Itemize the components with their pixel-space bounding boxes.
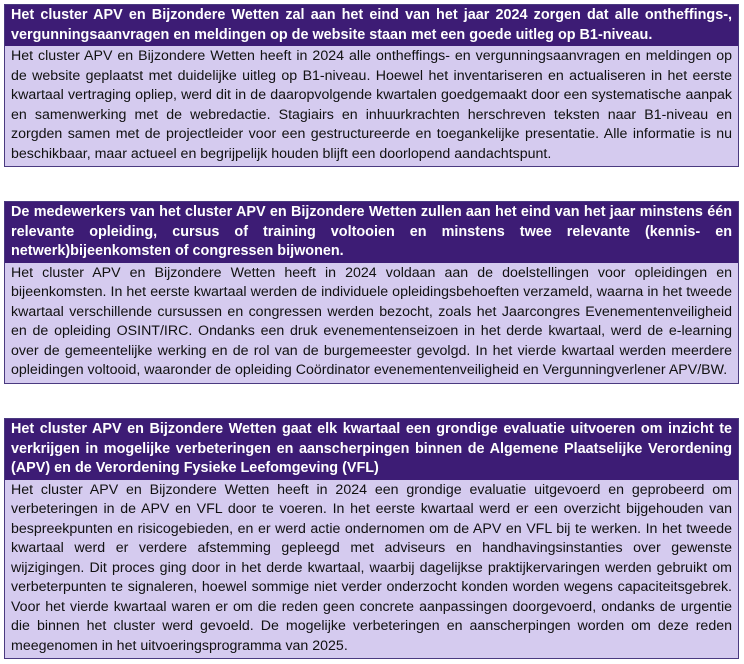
goal-result-text: Het cluster APV en Bijzondere Wetten heeft in 2024 een grondige evaluatie uitgevoerd en geprobeerd om verbeteringen in de APV en VFL door te voeren. In het eerste kwartaal werd er een overzicht bijgehouden van bespreekpunten en risicogebieden, en er werd actie ondernomen om de APV en VFL bij te werken. In het tweede kwartaal werd er verdere afstemming gepleegd met adviseurs en handhavingsinstanties over gewenste wijzigingen. Dit proces ging door in het derde kwartaal, waarbij dagelijkse praktijkervaringen werden gebruikt om verbeterpunten te signaleren, hoewel sommige niet verder onderzocht konden worden wegens capaciteitsgebrek. Voor het vierde kwartaal waren er om die reden geen concrete aanpassingen doorgevoerd, ondanks de urgentie die binnen het cluster werd gevoeld. De mogelijke verbeteringen en aanscherpingen worden om deze reden meegenomen in het uitvoeringsprogramma van 2025. [11,481,732,654]
goal-heading: De medewerkers van het cluster APV en Bijzondere Wetten zullen aan het eind van het jaar minstens één relevante opleiding, cursus of training voltooien en minstens twee relevante (kennis- en netwerk)bijeenkomsten of congressen bijwonen. [5,202,738,263]
goal-heading: Het cluster APV en Bijzondere Wetten zal aan het eind van het jaar 2024 zorgen dat alle ontheffings-, vergunningsaanvragen en meldingen op de website staan met een goede uitleg op B1-niveau. [5,5,738,46]
goal-result-text: Het cluster APV en Bijzondere Wetten heeft in 2024 alle ontheffings- en vergunningsaanvragen en meldingen op de website geplaatst met duidelijke uitleg op B1-niveau. Hoewel het inventariseren en actualiseren in het eerste kwartaal vertraging opliep, werd dit in de daaropvolgende kwartalen goedgemaakt door een systematische aanpak en samenwerking met de webredactie. Stagiairs en inhuurkrachten herschreven teksten naar B1-niveau en zorgden samen met de projectleider voor een gestructureerde en toegankelijke presentatie. Alle informatie is nu beschikbaar, maar actueel en begrijpelijk houden blijft een doorlopend aandachtspunt. [11,48,732,162]
goal-result-text: Het cluster APV en Bijzondere Wetten heeft in 2024 voldaan aan de doelstellingen voor opleidingen en bijeenkomsten. In het eerste kwartaal werden de individuele opleidingsbehoeften verzameld, waarna in het tweede kwartaal verschillende cursussen en congressen werden bezocht, zoals het Jaarcongres Evenementenveiligheid en de opleiding OSINT/IRC. Ondanks een druk evenementenseizoen in het derde kwartaal, werd de e-learning over de gemeentelijke werking en de rol van de burgemeester gevolgd. In het vierde kwartaal werden meerdere opleidingen voltooid, waaronder de opleiding Coördinator evenementenveiligheid en Vergunningverlener APV/BW. [11,264,732,378]
goal-block-evaluation [4,418,739,659]
goal-block-training [4,201,739,384]
goal-heading: Het cluster APV en Bijzondere Wetten gaat elk kwartaal een grondige evaluatie uitvoeren om inzicht te verkrijgen in mogelijke verbeteringen en aanscherpingen binnen de Algemene Plaatselijke Verordening (APV) en de Verordening Fysieke Leefomgeving (VFL) [5,419,738,480]
goal-block-website-b1 [4,4,739,167]
